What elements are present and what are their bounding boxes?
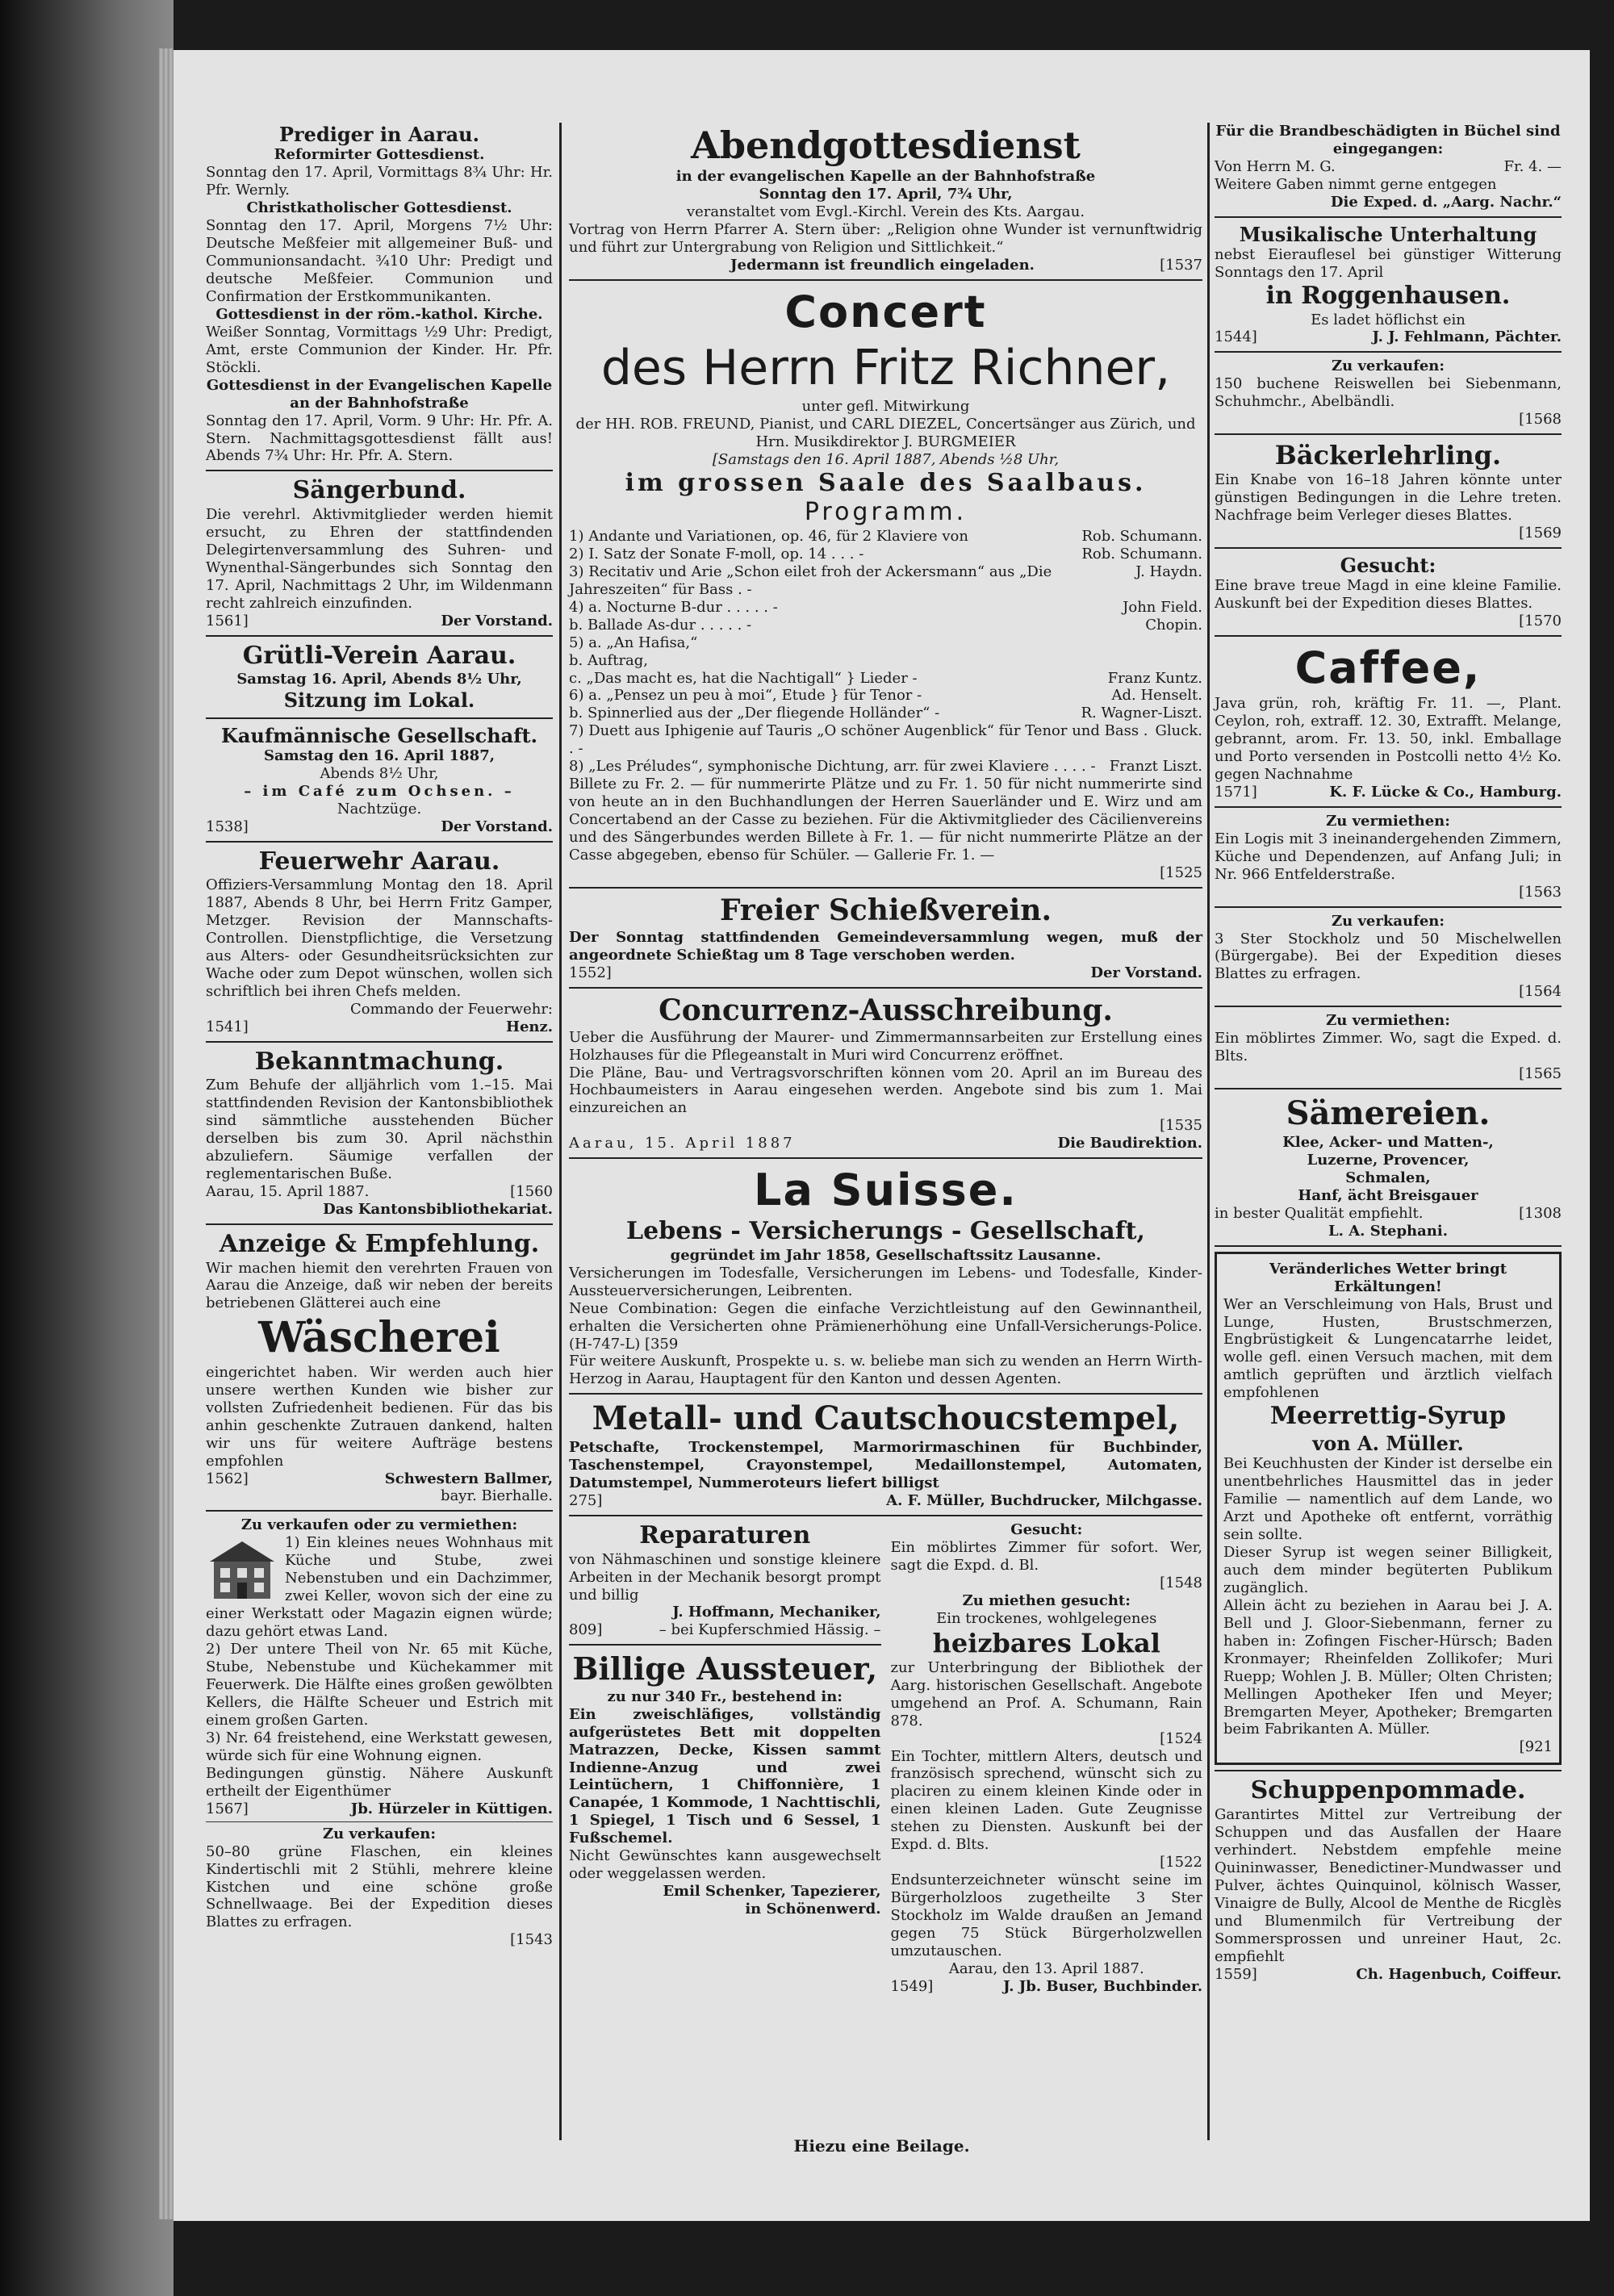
ad-title: Caffee, (1294, 642, 1482, 694)
program-piece: b. Spinnerlied aus der „Der fliegende Holländer“ - (569, 705, 940, 722)
program-composer: Franzt Liszt. (1109, 758, 1202, 776)
ad-subtitle: Christkatholischer Gottesdienst. (246, 199, 512, 217)
ad-value: Fr. 4. — (1503, 157, 1562, 175)
program-item (569, 670, 1202, 688)
middle-split-left (569, 1521, 881, 1999)
program-piece: 1) Andante und Variationen, op. 46, für 2 Klaviere von (569, 527, 968, 545)
ad-subtitle: gegründet im Jahr 1858, Gesellschaftssitz Lausanne. (670, 1246, 1102, 1264)
ad-text: 1) Ein kleines neues Wohnhaus mit Küche und Stube, zwei Nebenstuben und ein Dachzimmer, zwei Keller, wovon sich der eine zu einer Werkstatt oder Magazin eignen würde; dazu gehört etwas Land. (206, 1534, 553, 1641)
ad-signature: Emil Schenker, Tapezierer, (663, 1883, 881, 1901)
ad-line: [Samstags den 16. April 1887, Abends ½8 Uhr, (712, 450, 1060, 468)
ad-text: 3) Nr. 64 freistehend, eine Werkstatt gewesen, würde sich für eine Wohnung eignen. (206, 1729, 553, 1764)
program-item (569, 546, 1202, 563)
program-piece: 5) a. „An Hafisa,“ (569, 634, 698, 651)
divider (1215, 635, 1562, 637)
divider (206, 841, 553, 843)
ad-line: in der evangelischen Kapelle an der Bahnhofstraße (675, 168, 1096, 186)
ad-text: Bedingungen günstig. Nähere Auskunft ertheilt der Eigenthümer (206, 1764, 553, 1800)
ad-abendgottesdienst (569, 123, 1202, 274)
ad-subtitle: Gottesdienst in der röm.-kathol. Kirche. (215, 305, 543, 323)
ad-number: 1541] (206, 1018, 249, 1035)
ad-text: Sonntag den 17. April, Morgens 7½ Uhr: Deutsche Meßfeier mit allgemeiner Buß- und Communionsandacht. ¾10 Uhr: Predigt und deutsche Meßfeier. Communion und Confirmation der Erstkommunikanten. (206, 217, 553, 305)
program-item (569, 599, 1202, 617)
ad-line: – im Café zum Ochsen. – (244, 782, 515, 800)
ad-signature: bayr. Bierhalle. (441, 1487, 553, 1505)
ad-line: unter gefl. Mitwirkung (801, 397, 970, 415)
divider (206, 470, 553, 471)
middle-split (569, 1521, 1202, 1999)
ad-subtitle: Reformirter Gottesdienst. (274, 146, 485, 164)
ad-signature: Jb. Hürzeler in Küttigen. (350, 1800, 553, 1817)
ad-text: Wir machen hiemit den verehrten Frauen von Aarau die Anzeige, daß wir neben der bereits betriebenen Glätterei auch eine (206, 1259, 553, 1312)
divider (1215, 806, 1562, 808)
program-piece: 6) a. „Pensez un peu à moi“, Etude } für Tenor - (569, 687, 922, 705)
ad-signature: in Schönenwerd. (745, 1901, 881, 1918)
ad-title: Grütli-Verein Aarau. (242, 641, 516, 670)
ad-title: Zu vermiethen: (1326, 812, 1450, 830)
ad-text: Ein möblirtes Zimmer für sofort. Wer, sagt die Expd. d. Bl. (890, 1538, 1202, 1574)
program-item (569, 634, 1202, 652)
program-composer: Rob. Schumann. (1081, 527, 1202, 545)
ad-line: Jedermann ist freundlich eingeladen. (730, 256, 1035, 274)
ad-number: 1567] (206, 1800, 249, 1817)
ad-number: [1560 (510, 1183, 553, 1201)
ad-title: Metall- und Cautschoucstempel, (592, 1399, 1180, 1438)
ad-text: Für weitere Auskunft, Prospekte u. s. w. beliebe man sich zu wenden an Herrn Wirth-Herzog in Aarau, Hauptagent für den Kanton und dessen Agenten. (569, 1353, 1202, 1388)
ad-title: Kaufmännische Gesellschaft. (220, 723, 537, 747)
ad-concurrenz (569, 993, 1202, 1153)
ad-line: Commando der Feuerwehr: (350, 1000, 553, 1018)
ad-title: Zu miethen gesucht: (962, 1591, 1131, 1609)
ad-subtitle: Lebens - Versicherungs - Gesellschaft, (626, 1217, 1145, 1246)
ad-gruetli (206, 642, 553, 713)
ad-text: 2) Der untere Theil von Nr. 65 mit Küche, Stube, Nebenstube und Küchekammer mit Feuerwerk. Die Hälfte eines großen gewölbten Kellers, die Hälfte Scheuer und Estrich mit einem großen Garten. (206, 1641, 553, 1729)
ad-text: Der Sonntag stattfindenden Gemeindeversammlung wegen, muß der angeordnete Schießtag um 8 Tage verschoben werden. (569, 928, 1202, 964)
ad-line: Abends 8½ Uhr, (320, 764, 439, 782)
program-piece: 7) Duett aus Iphigenie auf Tauris „O schöner Augenblick“ für Tenor und Bass . . - (569, 722, 1148, 758)
ad-musik (1215, 223, 1562, 347)
ad-text: Weißer Sonntag, Vormittags ½9 Uhr: Predigt, Amt, erste Communion der Kinder. Hr. Pfr. Stöckli. (206, 323, 553, 376)
ad-logis (1215, 813, 1562, 901)
ad-text: Zum Behufe der alljährlich vom 1.–15. Mai stattfindenden Revision der Kantonsbibliothek sind sämmtliche ausstehenden Bücher derselben bis zum 30. April nächsthin abzuliefern. Säumige verfallen der reglementarischen Buße. (206, 1077, 553, 1183)
ad-number: [1537 (1160, 256, 1202, 274)
ad-line: Hanf, ächt Breisgauer (1298, 1186, 1478, 1204)
ad-number: 1538] (206, 818, 249, 835)
divider (569, 1644, 881, 1646)
book-edge (0, 0, 174, 2296)
footer-note: Hiezu eine Beilage. (793, 2136, 970, 2156)
ad-text: Wer an Verschleimung von Hals, Brust und Lunge, Husten, Brustschmerzen, Engbrüstigkeit & Lungencatarrhe leidet, wolle gefl. einen Versuch machen, mit dem amtlich geprüften und ärztlich vielfach empfohlenen (1223, 1295, 1553, 1402)
ad-line: Sonntag den 17. April, 7¾ Uhr, (759, 186, 1013, 203)
divider (569, 1515, 1202, 1516)
program-composer: R. Wagner-Liszt. (1081, 705, 1202, 722)
ad-text: Ein Knabe von 16–18 Jahren könnte unter günstigen Bedingungen in die Lehre treten. Nachfrage beim Verleger dieses Blattes. (1215, 471, 1562, 525)
ad-signature: J. Jb. Buser, Buchbinder. (1003, 1977, 1202, 1995)
ad-signature: Schwestern Ballmer, (384, 1470, 553, 1487)
ad-saemereien (1215, 1094, 1562, 1240)
program-list (569, 528, 1202, 776)
ad-kaufmaennisch (206, 724, 553, 836)
ad-title: La Suisse. (754, 1165, 1018, 1216)
newspaper-page (174, 50, 1590, 2221)
ad-title: Bekanntmachung. (254, 1047, 504, 1076)
ad-title: Concurrenz-Ausschreibung. (659, 993, 1113, 1027)
program-piece: c. „Das macht es, hat die Nachtigall“ } Lieder - (569, 669, 918, 687)
ad-reparaturen (569, 1521, 881, 1639)
ad-text: Ein möblirtes Zimmer. Wo, sagt die Exped. d. Blts. (1215, 1030, 1562, 1065)
program-piece: 3) Recitativ und Arie „Schon eilet froh der Ackersmann“ aus „Die Jahreszeiten“ für Bass . - (569, 562, 1052, 598)
ad-line: Es ladet höflichst ein (1311, 311, 1466, 328)
ad-text: Billete zu Fr. 2. — für nummerirte Plätze und zu Fr. 1. 50 für nicht nummerirte sind von heute an in den Buchhandlungen der Herren Sauerländer und E. Wirz und am Concertabend an der Casse zu beziehen. Für die Aktivmitglieder des Cäcilienvereins und des Sängerbundes werden Billete à Fr. 1. — für nicht nummerirte Plätze an der Casse abgegeben, ebenso für Schüler. — Gallerie Fr. 1. — (569, 776, 1202, 864)
ad-number: [1564 (1519, 983, 1562, 1001)
ad-schiessverein (569, 893, 1202, 982)
ad-line: Luzerne, Provencer, (1307, 1151, 1470, 1169)
ad-line: zu nur 340 Fr., bestehend in: (607, 1687, 843, 1705)
ad-text: Ein zweischläfiges, vollständig aufgerüstetes Bett mit doppelten Matrazzen, Decke, Kissen sammt Indienne-Anzug und zwei Leintüchern, 1 Chiffonnière, 1 Canapée, 1 Kommode, 1 Nachttischli, 1 Spiegel, 1 Tisch und 6 Sessel, 1 Fußschemel. (569, 1705, 881, 1847)
ad-headline: heizbares Lokal (932, 1627, 1160, 1658)
ad-title: Billige Aussteuer, (572, 1650, 878, 1687)
ad-text: Eine brave treue Magd in eine kleine Familie. Auskunft bei der Expedition dieses Blattes. (1215, 577, 1562, 613)
ad-signature: Ch. Hagenbuch, Coiffeur. (1356, 1965, 1562, 1983)
ad-signature: L. A. Stephani. (1328, 1222, 1448, 1240)
ad-number: [1568 (1519, 411, 1562, 429)
ad-title: Zu verkaufen: (322, 1825, 437, 1842)
ad-signature: Henz. (505, 1018, 553, 1035)
ad-metallstempel (569, 1399, 1202, 1510)
ad-title: Gesucht: (1010, 1521, 1083, 1538)
ad-text: 3 Ster Stockholz und 50 Mischelwellen (Bürgergabe). Bei der Expedition dieses Blattes zu erfragen. (1215, 930, 1562, 983)
ad-number: [1548 (1160, 1574, 1202, 1591)
ad-concert (569, 286, 1202, 882)
ad-headline: in Roggenhausen. (1265, 281, 1511, 310)
divider (569, 1157, 1202, 1159)
ad-number: 275] (569, 1492, 603, 1510)
ad-text: zur Unterbringung der Bibliothek der Aarg. historischen Gesellschaft. Angebote umgehend an Prof. A. Schumann, Rain 878. (890, 1658, 1202, 1729)
ad-line: Sitzung im Lokal. (283, 688, 475, 713)
ad-title: Bäckerlehrling. (1274, 440, 1502, 471)
ad-stockholz (1215, 913, 1562, 1002)
ad-text: Neue Combination: Gegen die einfache Verzichtleistung auf den Gewinnantheil, erhalten die Versicherten ohne Prämienerhöhung eine Unfall-Versicherungs-Police. (H-747-L) [359 (569, 1299, 1202, 1353)
ad-title: Abendgottesdienst (691, 123, 1081, 167)
ad-text: Nicht Gewünschtes kann ausgewechselt oder weggelassen werden. (569, 1847, 881, 1883)
program-item (569, 722, 1202, 758)
ad-text: Endsunterzeichneter wünscht seine im Bürgerholzloos zugetheilte 3 Ster Stockholz im Walde draußen an Jemand gegen 75 Stück Bürgerholzwellen umzutauschen. (890, 1872, 1202, 1959)
ad-verkaufen-haus (206, 1516, 553, 1817)
ad-feuerwehr (206, 847, 553, 1036)
ad-title: Zu verkaufen: (1331, 358, 1445, 375)
divider (1215, 1006, 1562, 1007)
ad-reiswellen (1215, 358, 1562, 429)
ad-number: [1522 (1160, 1854, 1202, 1872)
ad-text: Vortrag von Herrn Pfarrer A. Stern über: „Religion ohne Wunder ist vernunftwidrig und führt zur Untergrabung von Religion und Sittlichkeit.“ (569, 220, 1202, 256)
ad-meerrettig (1215, 1252, 1562, 1766)
ad-text: Versicherungen im Todesfalle, Versicherungen im Lebens- und Todesfalle, Kinder-Aussteuerversicherungen, Leibrenten. (569, 1264, 1202, 1299)
ad-number: 1562] (206, 1470, 249, 1487)
ad-gesucht-lokal (891, 1521, 1203, 1996)
ad-text: Offiziers-Versammlung Montag den 18. April 1887, Abends 8 Uhr, bei Herrn Fritz Gamper, Metzger. Revision der Mannschafts-Controllen. Dienstpflichtige, die Versetzung aus Alters- oder Gesundheitsrücksichten zur Wache oder zum Depot wünschen, wollen sich schriftlich bei ihren Chefs melden. (206, 876, 553, 1000)
divider (206, 635, 553, 637)
program-item (569, 705, 1202, 722)
ad-text: Sonntag den 17. April, Vormittags 8¾ Uhr: Hr. Pfr. Wernly. (206, 164, 553, 199)
ad-number: 1549] (890, 1977, 934, 1995)
column-rule (1207, 123, 1210, 2140)
divider (1215, 1088, 1562, 1089)
ad-number: 1561] (206, 612, 249, 629)
ad-magd (1215, 554, 1562, 630)
ad-title: Reparaturen (639, 1521, 811, 1549)
program-item (569, 687, 1202, 705)
ad-title: Gesucht: (1340, 554, 1436, 578)
program-item (569, 617, 1202, 634)
ad-text: Ueber die Ausführung der Maurer- und Zimmermannsarbeiten zur Erstellung eines Holzhauses für die Pflegeanstalt in Muri wird Concurrenz eröffnet. (569, 1028, 1202, 1064)
ad-anzeige (206, 1230, 553, 1506)
ad-signature: Der Vorstand. (1090, 964, 1202, 981)
ad-line: Ein trockenes, wohlgelegenes (936, 1609, 1157, 1627)
ad-line: Schmalen, (1345, 1169, 1431, 1186)
ad-signature: J. J. Fehlmann, Pächter. (1372, 328, 1562, 346)
ad-title: Musikalische Unterhaltung (1239, 222, 1537, 246)
ad-number: 1559] (1215, 1965, 1257, 1983)
column-left (206, 123, 553, 1952)
divider (206, 1510, 553, 1512)
ad-text: Java grün, roh, kräftig Fr. 11. —, Plant. Ceylon, roh, extraff. 12. 30, Extrafft. Melange, gebrannt, arom. Fr. 13. 50, inkl. Emballage und Porto versenden in Postcolli netto 4½ Ko. gegen Nachnahme (1215, 695, 1562, 783)
ad-line: Nachtzüge. (337, 800, 422, 818)
divider (1215, 1245, 1562, 1247)
ad-flaschen (206, 1826, 553, 1950)
ad-signature: Das Kantonsbibliothekariat. (323, 1200, 553, 1218)
program-piece: 8) „Les Préludes“, symphonische Dichtung, arr. für zwei Klaviere . . . . - (569, 758, 1096, 776)
ad-signature: Die Baudirektion. (1057, 1135, 1202, 1152)
ad-text: Sonntag den 17. April, Vorm. 9 Uhr: Hr. Pfr. A. Stern. Nachmittagsgottesdienst fällt aus! Abends 7¾ Uhr: Hr. Pfr. A. Stern. (206, 412, 553, 465)
ad-number: [1543 (510, 1931, 553, 1949)
ad-line: Von Herrn M. G. (1215, 157, 1336, 175)
ad-number: [1535 (1160, 1117, 1202, 1135)
ad-signature: Die Exped. d. „Aarg. Nachr.“ (1330, 193, 1562, 211)
ad-number: 1571] (1215, 783, 1257, 801)
ad-number: [1524 (1160, 1729, 1202, 1747)
ad-subtitle: Gottesdienst in der Evangelischen Kapelle an der Bahnhofstraße (206, 376, 553, 412)
program-composer: Ad. Henselt. (1111, 687, 1202, 705)
ad-text: Ein Logis mit 3 ineinandergehenden Zimmern, Küche und Dependenzen, auf Anfang Juli; in Nr. 966 Entfelderstraße. (1215, 830, 1562, 883)
middle-split-right (891, 1521, 1203, 1999)
ad-number: 1544] (1215, 328, 1257, 346)
ad-line: der HH. ROB. FREUND, Pianist, und CARL DIEZEL, Concertsänger aus Zürich, und Hrn. Musikdirektor J. BURGMEIER (575, 415, 1196, 450)
house-icon (206, 1537, 278, 1602)
ad-signature: – bei Kupferschmied Hässig. – (659, 1621, 881, 1639)
ad-text: Bei Keuchhusten der Kinder ist derselbe ein unentbehrliches Hausmittel das in jeder Familie — namentlich auf dem Lande, wo Arzt und Apotheke oft entfernt, vorräthig sein sollte. (1223, 1455, 1553, 1543)
ad-la-suisse (569, 1164, 1202, 1388)
ad-title: Zu verkaufen: (1331, 912, 1445, 930)
ad-aussteuer (569, 1650, 881, 1918)
column-rule (559, 123, 562, 2140)
ad-bekanntmachung (206, 1048, 553, 1219)
ad-title: Zu verkaufen oder zu vermiethen: (240, 1516, 518, 1534)
ad-title: Schuppenpommade. (1250, 1776, 1526, 1805)
ad-headline: Wäscherei (258, 1313, 500, 1363)
program-composer: Chopin. (1145, 616, 1202, 634)
ad-schuppenpommade (1215, 1776, 1562, 1983)
ad-number: [921 (1519, 1738, 1553, 1756)
divider (206, 1223, 553, 1225)
ad-line: Klee, Acker- und Matten-, (1282, 1133, 1494, 1151)
ad-text: Ein Tochter, mittlern Alters, deutsch und französisch sprechend, wünscht sich zu placiren zu einem kleinen Kinde oder in einen kleinen Laden. Gute Zeugnisse stehen zu Diensten. Auskunft bei der Expd. d. Blts. (890, 1747, 1202, 1854)
ad-number: [1565 (1519, 1065, 1562, 1083)
column-right (1215, 123, 1562, 1986)
divider (1215, 216, 1562, 218)
divider (1215, 433, 1562, 435)
ad-title: Sämereien. (1286, 1094, 1491, 1133)
ad-signature: A. F. Müller, Buchdrucker, Milchgasse. (886, 1492, 1202, 1510)
ad-text: nebst Eierauflesel bei günstiger Witterung Sonntags den 17. April (1215, 246, 1562, 281)
divider (206, 1821, 553, 1822)
ad-title: Veränderliches Wetter bringt Erkältungen! (1269, 1260, 1507, 1295)
program-item (569, 528, 1202, 546)
ad-title: Freier Schießverein. (720, 893, 1052, 927)
ad-number: [1563 (1519, 883, 1562, 901)
divider (206, 1041, 553, 1043)
divider (569, 987, 1202, 989)
ad-title: Feuerwehr Aarau. (258, 847, 500, 876)
ad-number: [1569 (1519, 525, 1562, 542)
ad-line: Samstag den 16. April 1887, (264, 747, 495, 764)
program-piece: 2) I. Satz der Sonate F-moll, op. 14 . . . - (569, 545, 864, 562)
program-piece: 4) a. Nocturne B-dur . . . . . - (569, 598, 778, 616)
ad-date: Aarau, 15. April 1887 (569, 1135, 796, 1152)
ad-title: Prediger in Aarau. (278, 123, 479, 146)
program-title: Programm. (804, 498, 968, 527)
ad-text: Weitere Gaben nimmt gerne entgegen (1215, 175, 1497, 193)
program-item (569, 563, 1202, 599)
program-piece: b. Ballade As-dur . . . . . - (569, 616, 752, 634)
ad-number: 809] (569, 1621, 603, 1639)
ad-headline: Meerrettig-Syrup (1269, 1402, 1507, 1431)
ad-line: veranstaltet vom Evgl.-Kirchl. Verein des Kts. Aargau. (686, 203, 1085, 221)
ad-title: Zu vermiethen: (1326, 1012, 1450, 1030)
ad-text: Die Pläne, Bau- und Vertragsvorschriften können vom 20. April an im Bureau des Hochbaumeisters in Aarau eingesehen werden. Angebote sind bis zum 1. Mai einzureichen an (569, 1064, 1202, 1117)
ad-signature: J. Hoffmann, Mechaniker, (672, 1604, 881, 1621)
ad-text: von Nähmaschinen und sonstige kleinere Arbeiten in der Mechanik besorgt prompt und billig (569, 1550, 881, 1604)
divider (1215, 1770, 1562, 1771)
ad-text: Dieser Syrup ist wegen seiner Billigkeit, auch dem minder begüterten Publikum zugänglich. (1223, 1543, 1553, 1596)
program-item (569, 652, 1202, 670)
ad-title: Concert (784, 286, 987, 337)
ad-signature: Der Vorstand. (441, 818, 553, 835)
divider (1215, 547, 1562, 549)
ad-number: 1552] (569, 964, 612, 981)
ad-baecker (1215, 440, 1562, 542)
program-composer: John Field. (1123, 598, 1202, 616)
ad-text: eingerichtet haben. Wir werden auch hier unsere werthen Kunden wie bisher zur vollsten Zufriedenheit bedienen. Für das bis anhin geschenkte Zutrauen dankend, halten wir uns für weitere Aufträge bestens empfohlen (206, 1363, 553, 1470)
ad-headline: von A. Müller. (1312, 1431, 1464, 1455)
divider (1215, 906, 1562, 908)
ad-title: Sängerbund. (292, 476, 466, 505)
ad-number: [1525 (1160, 864, 1202, 881)
ad-line: in bester Qualität empfiehlt. (1215, 1204, 1424, 1222)
ad-line: im grossen Saale des Saalbaus. (625, 468, 1147, 497)
ad-title: Für die Brandbeschädigten in Büchel sind eingegangen: (1215, 123, 1561, 157)
ad-saengerbund (206, 476, 553, 629)
ad-zimmer (1215, 1012, 1562, 1083)
ad-text: Petschafte, Trockenstempel, Marmorirmaschinen für Buchbinder, Taschenstempel, Crayonstempel, Medaillonstempel, Automaten, Datumstempel, Nummeroteurs liefert billigst (569, 1439, 1202, 1492)
ad-caffee (1215, 642, 1562, 801)
program-piece: b. Auftrag, (569, 651, 649, 669)
ad-title: Anzeige & Empfehlung. (219, 1229, 540, 1258)
column-middle (569, 123, 1202, 1999)
program-composer: Gluck. (1155, 722, 1202, 740)
divider (569, 1393, 1202, 1395)
ad-text: Garantirtes Mittel zur Vertreibung der Schuppen und das Ausfallen der Haare verhindert. Nebstdem empfehle meine Quininwasser, Benedictiner-Mundwasser und Pulver, ächtes Quinquinol, kölnisch Wasser, Vinaigre de Bully, Alcool de Menthe de Ricglès und Blumenmilch für Vertreibung der Sommersprossen und unreiner Haut, 2c. empfiehlt (1215, 1805, 1562, 1965)
divider (1215, 351, 1562, 353)
ad-signature: Der Vorstand. (441, 612, 553, 629)
ad-line: Samstag 16. April, Abends 8½ Uhr, (236, 671, 522, 688)
program-composer: J. Haydn. (1135, 562, 1202, 580)
ad-headline: des Herrn Fritz Richner, (600, 339, 1171, 396)
ad-date: Aarau, 15. April 1887. (206, 1183, 370, 1201)
ad-signature: K. F. Lücke & Co., Hamburg. (1329, 783, 1562, 801)
divider (569, 279, 1202, 281)
program-item (569, 758, 1202, 776)
ad-brand (1215, 123, 1562, 211)
ad-prediger (206, 123, 553, 465)
ad-text: Allein ächt zu beziehen in Aarau bei J. A. Bell und J. Gloor-Siebenmann, ferner zu haben in: Zofingen Fischer-Hürsch; Baden Kronmayer; Rheinfelden Zollikofer; Muri Ruepp; Wohlen J. B. Müller; Olten Christen; Mellingen Apotheker Ifen und Meyer; Bremgarten Meyer, Apotheker; Bremgarten beim Fabrikanten A. Müller. (1223, 1596, 1553, 1738)
divider (569, 887, 1202, 889)
divider (206, 717, 553, 719)
ad-date: Aarau, den 13. April 1887. (948, 1959, 1144, 1977)
ad-text: Die verehrl. Aktivmitglieder werden hiemit ersucht, zu Ehren der stattfindenden Delegirtenversammlung des Suhren- und Wynenthal-Sängerbundes sich Sonntag den 17. April, Nachmittags 2 Uhr, im Wildenmann recht zahlreich einzufinden. (206, 506, 553, 612)
program-composer: Franz Kuntz. (1107, 669, 1202, 687)
ad-text: 50–80 grüne Flaschen, ein kleines Kindertischli mit 2 Stühli, mehrere kleine Kistchen und eine schöne große Schnellwaage. Bei der Expedition dieses Blattes zu erfragen. (206, 1842, 553, 1931)
ad-number: [1570 (1519, 613, 1562, 630)
ad-number: [1308 (1519, 1204, 1562, 1222)
program-composer: Rob. Schumann. (1081, 545, 1202, 562)
ad-text: 150 buchene Reiswellen bei Siebenmann, Schuhmchr., Abelbändli. (1215, 375, 1562, 411)
